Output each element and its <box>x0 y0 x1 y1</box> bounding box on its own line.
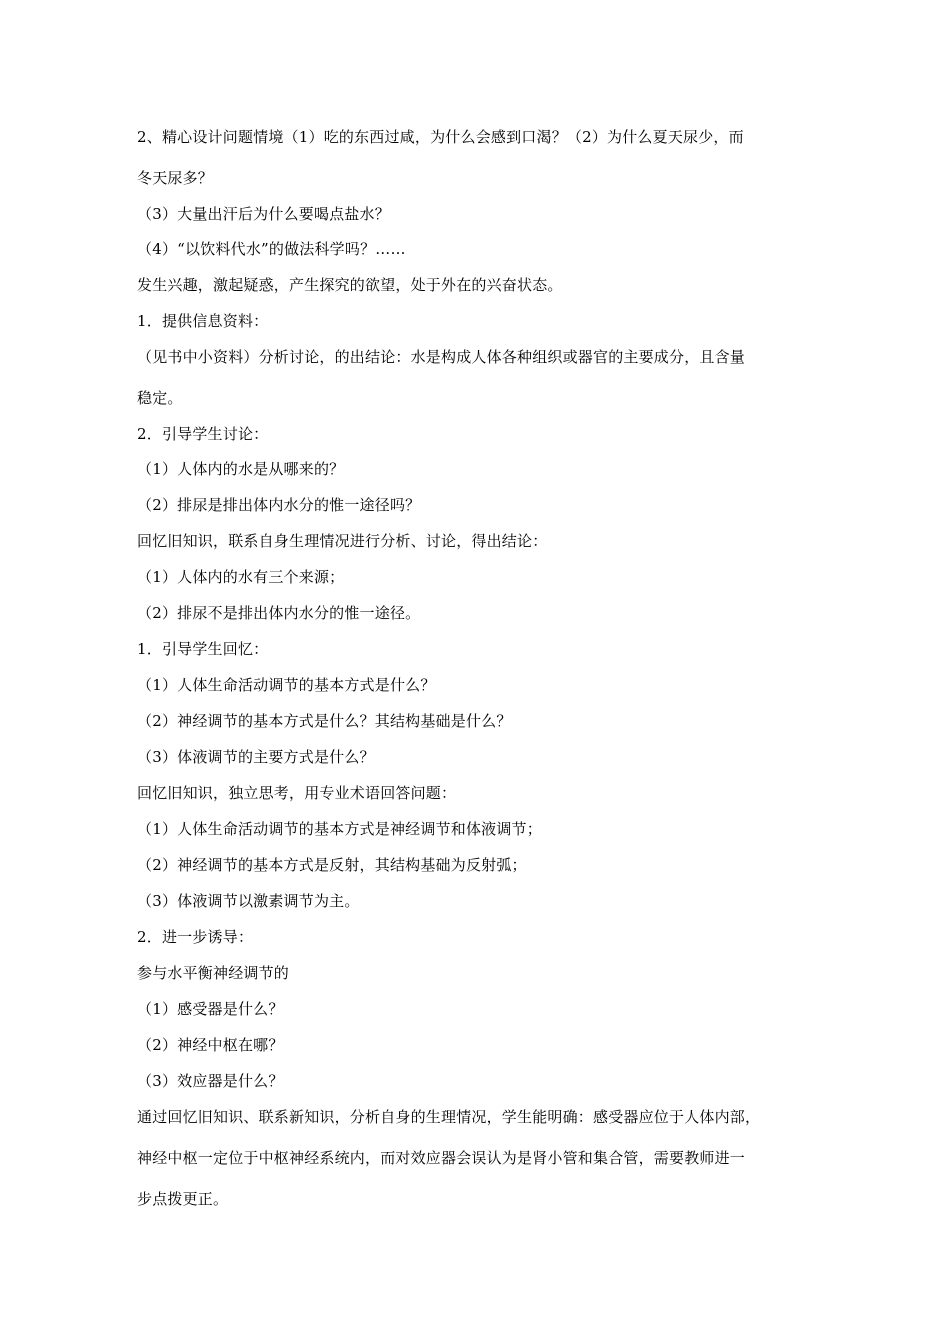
paragraph-line: 回忆旧知识，独立思考，用专业术语回答问题： <box>137 784 457 802</box>
paragraph-line: （1）感受器是什么？ <box>137 1000 284 1018</box>
paragraph-line: （3）效应器是什么？ <box>137 1072 284 1090</box>
paragraph-line: 1．引导学生回忆： <box>137 640 269 658</box>
paragraph-line: （2）排尿是排出体内水分的惟一途径吗？ <box>137 496 421 514</box>
paragraph-line: 神经中枢一定位于中枢神经系统内，而对效应器会误认为是肾小管和集合管，需要教师进一 <box>137 1149 746 1167</box>
paragraph-line: 通过回忆旧知识、联系新知识，分析自身的生理情况，学生能明确：感受器应位于人体内部， <box>137 1108 761 1126</box>
paragraph-line: （3）体液调节的主要方式是什么？ <box>137 748 375 766</box>
paragraph-line: （1）人体生命活动调节的基本方式是神经调节和体液调节； <box>137 820 542 838</box>
paragraph-line: （2）排尿不是排出体内水分的惟一途径。 <box>137 604 421 622</box>
paragraph-line: 回忆旧知识，联系自身生理情况进行分析、讨论，得出结论： <box>137 532 548 550</box>
paragraph-line: 2、精心设计问题情境（1）吃的东西过咸，为什么会感到口渴？（2）为什么夏天尿少，而 <box>137 128 744 146</box>
paragraph-line: 冬天尿多？ <box>137 169 214 187</box>
paragraph-line: 发生兴趣，激起疑惑，产生探究的欲望，处于外在的兴奋状态。 <box>137 276 563 294</box>
paragraph-line: （1）人体生命活动调节的基本方式是什么？ <box>137 676 436 694</box>
paragraph-line: 稳定。 <box>137 389 183 407</box>
paragraph-line: 1．提供信息资料： <box>137 312 269 330</box>
paragraph-line: （1）人体内的水是从哪来的？ <box>137 460 345 478</box>
paragraph-line: （2）神经中枢在哪？ <box>137 1036 284 1054</box>
paragraph-line: 2．引导学生讨论： <box>137 425 269 443</box>
paragraph-line: （4）“以饮料代水”的做法科学吗？…… <box>137 240 406 258</box>
paragraph-line: （2）神经调节的基本方式是反射，其结构基础为反射弧； <box>137 856 527 874</box>
paragraph-line: 步点拨更正。 <box>137 1190 229 1208</box>
paragraph-line: （2）神经调节的基本方式是什么？其结构基础是什么？ <box>137 712 512 730</box>
paragraph-line: 2．进一步诱导： <box>137 928 254 946</box>
paragraph-line: （1）人体内的水有三个来源； <box>137 568 345 586</box>
paragraph-line: （见书中小资料）分析讨论，的出结论：水是构成人体各种组织或器官的主要成分，且含量 <box>137 348 746 366</box>
paragraph-line: （3）大量出汗后为什么要喝点盐水？ <box>137 205 390 223</box>
paragraph-line: 参与水平衡神经调节的 <box>137 964 290 982</box>
paragraph-line: （3）体液调节以激素调节为主。 <box>137 892 360 910</box>
